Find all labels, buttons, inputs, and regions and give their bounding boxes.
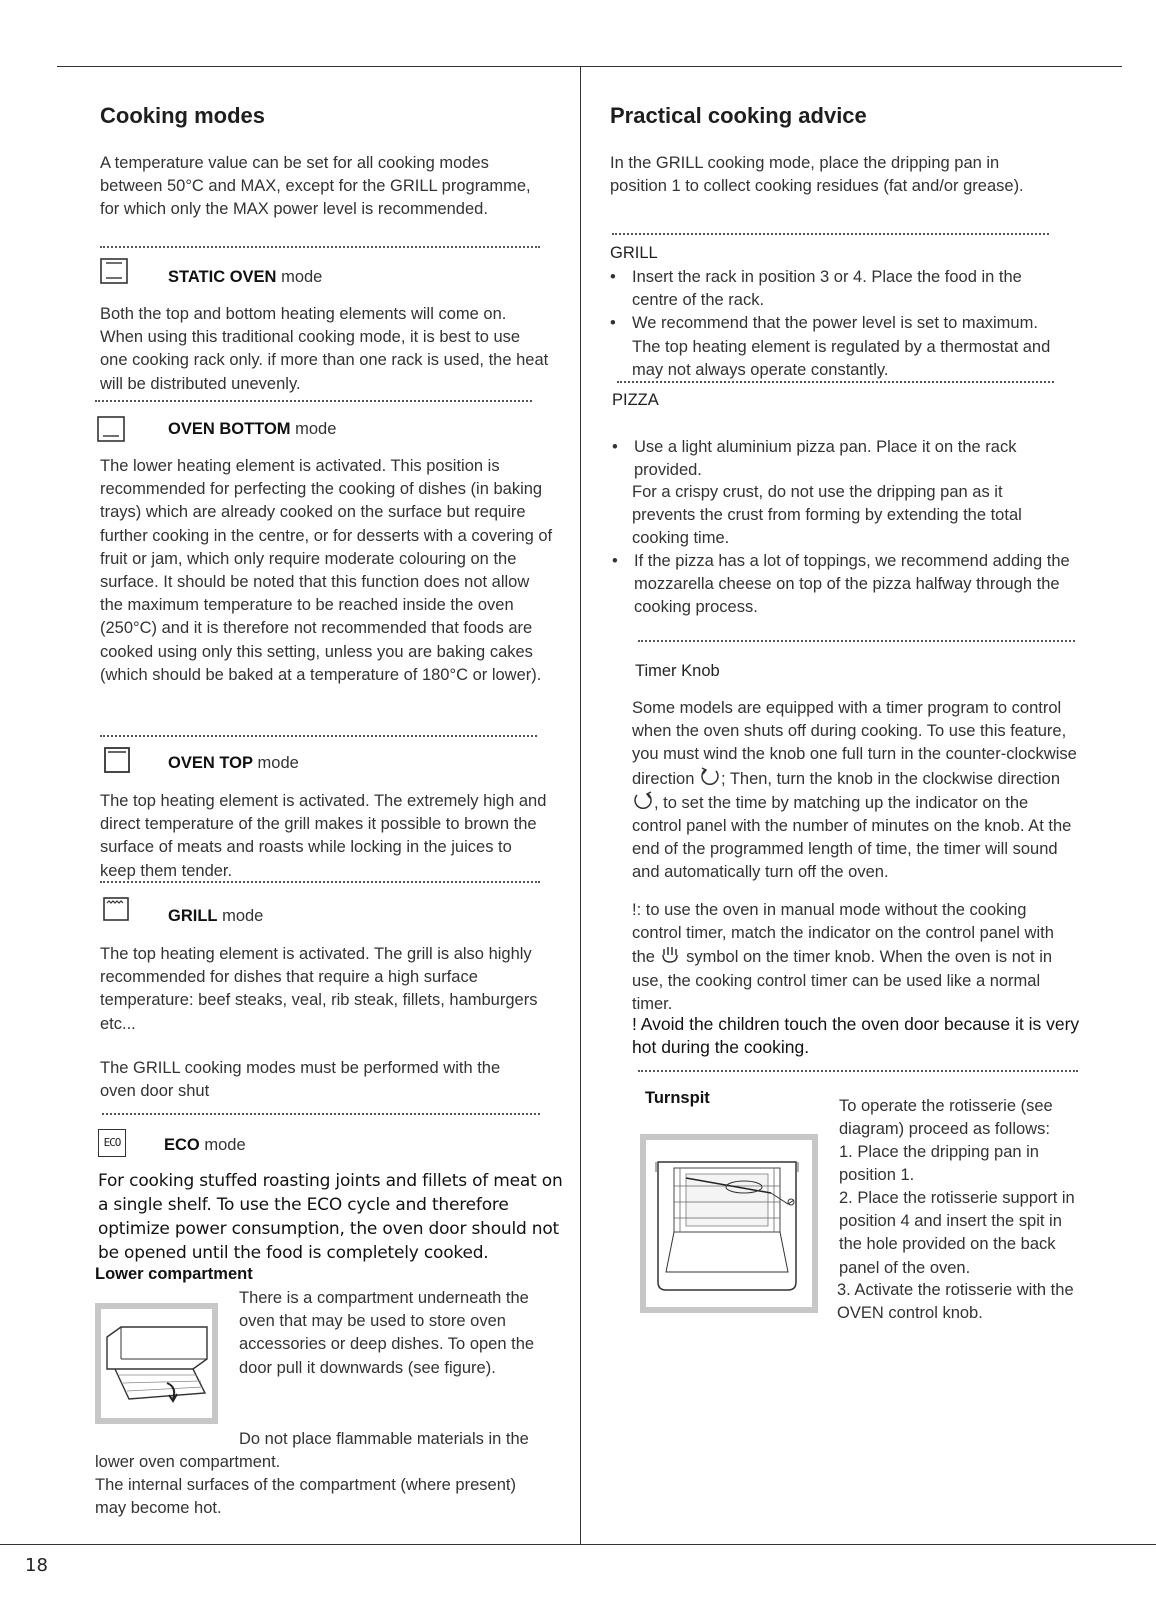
lower-compartment-warning: Do not place flammable materials in the lower oven compartment. [95, 1430, 529, 1472]
oven-bottom-label: OVEN BOTTOM mode [168, 420, 337, 438]
list-item: • If the pizza has a lot of toppings, we recommend adding the mozzarella cheese on top of the pizza halfway through the cooking process. [612, 550, 1072, 620]
lower-compartment-figure [95, 1303, 218, 1424]
column-divider [580, 66, 581, 1544]
grill-door-note: The GRILL cooking modes must be performed with the oven door shut [100, 1059, 501, 1101]
counter-clockwise-icon [699, 767, 721, 787]
turnspit-heading: Turnspit [645, 1089, 710, 1107]
lower-compartment-note: The internal surfaces of the compartment (where present) may become hot. [95, 1476, 516, 1518]
turnspit-step: 1. Place the dripping pan in position 1. [839, 1143, 1039, 1185]
hand-icon [660, 945, 682, 965]
dotted-separator [638, 640, 1075, 642]
oven-top-label: OVEN TOP mode [168, 754, 299, 772]
children-warning: ! Avoid the children touch the oven door because it is very hot during the cooking. [632, 1014, 1080, 1058]
list-item: • Insert the rack in position 3 or 4. Place the food in the centre of the rack. [610, 266, 1070, 312]
eco-icon: ECO [98, 1129, 126, 1157]
cooking-modes-intro: A temperature value can be set for all cooking modes between 50°C and MAX, except for the GRILL programme, for which only the MAX power level is recommended. [100, 154, 531, 219]
turnspit-step: 3. Activate the rotisserie with the OVEN control knob. [837, 1281, 1074, 1323]
page-number: 18 [25, 1555, 48, 1576]
pizza-crust-note: For a crispy crust, do not use the dripping pan as it prevents the crust from forming by extending the total cooking time. [632, 483, 1022, 548]
dotted-separator [100, 881, 540, 883]
grill-advice-list [610, 266, 1070, 382]
timer-knob-description: Some models are equipped with a timer program to control when the oven shuts off during cooking. To use this feature, you must wind the knob one full turn in the counter-clockwise direction ; Then, turn the knob in the clockwise direction , to set the time by matching up the indicator on the control panel with the number of minutes on the knob. At the end of the programmed length of time, the timer will sound and automatically turn off the oven. [632, 699, 1077, 882]
top-rule [57, 66, 1122, 67]
lower-compartment-description: There is a compartment underneath the oven that may be used to store oven accessories or deep dishes. To open the door pull it downwards (see figure). [239, 1289, 535, 1377]
practical-advice-intro: In the GRILL cooking mode, place the dripping pan in position 1 to collect cooking residues (fat and/or grease). [610, 154, 1024, 196]
dotted-separator [100, 735, 537, 737]
bottom-rule [0, 1544, 1156, 1545]
dotted-separator [100, 246, 540, 248]
pizza-advice-list [612, 436, 1072, 482]
lower-compartment-title: Lower compartment [95, 1265, 253, 1283]
static-oven-icon [100, 258, 128, 284]
clockwise-icon [632, 791, 654, 811]
dotted-separator [617, 381, 1054, 383]
oven-top-description: The top heating element is activated. The extremely high and direct temperature of the grill makes it possible to brown the surface of meats and roasts while locking in the juices to keep them tender. [100, 792, 547, 880]
timer-knob-heading: Timer Knob [635, 662, 720, 680]
dotted-separator [612, 233, 1049, 235]
grill-heading: GRILL [610, 244, 658, 262]
turnspit-step: 2. Place the rotisserie support in position 4 and insert the spit in the hole provided on the back panel of the oven. [839, 1189, 1075, 1277]
dotted-separator [102, 1113, 540, 1115]
grill-label: GRILL mode [168, 907, 264, 925]
static-oven-label: STATIC OVEN mode [168, 268, 323, 286]
oven-bottom-icon [97, 416, 125, 442]
timer-manual-mode-note: !: to use the oven in manual mode without the cooking control timer, match the indicator on the control panel with the symbol on the timer knob. When the oven is not in use, the cooking control timer can be used like a normal timer. [632, 901, 1054, 1013]
eco-description: For cooking stuffed roasting joints and fillets of meat on a single shelf. To use the ECO cycle and therefore optimize power consumption, the oven door should not be opened until the food is completely cooked. [98, 1171, 563, 1263]
list-item: • We recommend that the power level is set to maximum. The top heating element is regulated by a thermostat and may not always operate constantly. [610, 312, 1070, 382]
dotted-separator [95, 400, 532, 402]
cooking-modes-title: Cooking modes [100, 103, 266, 128]
dotted-separator [638, 1070, 1078, 1072]
turnspit-intro: To operate the rotisserie (see diagram) proceed as follows: [839, 1097, 1053, 1139]
pizza-heading: PIZZA [612, 391, 659, 409]
practical-advice-title: Practical cooking advice [610, 103, 867, 128]
turnspit-figure [640, 1134, 818, 1313]
grill-icon [103, 897, 129, 921]
grill-description: The top heating element is activated. The grill is also highly recommended for dishes that require a high surface temperature: beef steaks, veal, rib steak, fillets, hamburgers etc... [100, 945, 538, 1033]
list-item: • Use a light aluminium pizza pan. Place it on the rack provided. [612, 436, 1072, 482]
oven-bottom-description: The lower heating element is activated. This position is recommended for perfecting the cooking of dishes (in baking trays) which are already cooked on the surface but require further cooking in the centre, or for desserts with a covering of fruit or jam, which only require moderate colouring on the surface. It should be noted that this function does not allow the maximum temperature to be reached inside the oven (250°C) and it is therefore not recommended that foods are cooked using only this setting, unless you are baking cakes (which should be baked at a temperature of 180°C or lower). [100, 457, 553, 684]
static-oven-description: Both the top and bottom heating elements will come on. When using this traditional cooking mode, it is best to use one cooking rack only. if more than one rack is used, the heat will be distributed unevenly. [100, 305, 549, 393]
pizza-toppings-list [612, 550, 1072, 620]
oven-top-icon [104, 747, 130, 773]
eco-label: ECO mode [164, 1136, 246, 1154]
